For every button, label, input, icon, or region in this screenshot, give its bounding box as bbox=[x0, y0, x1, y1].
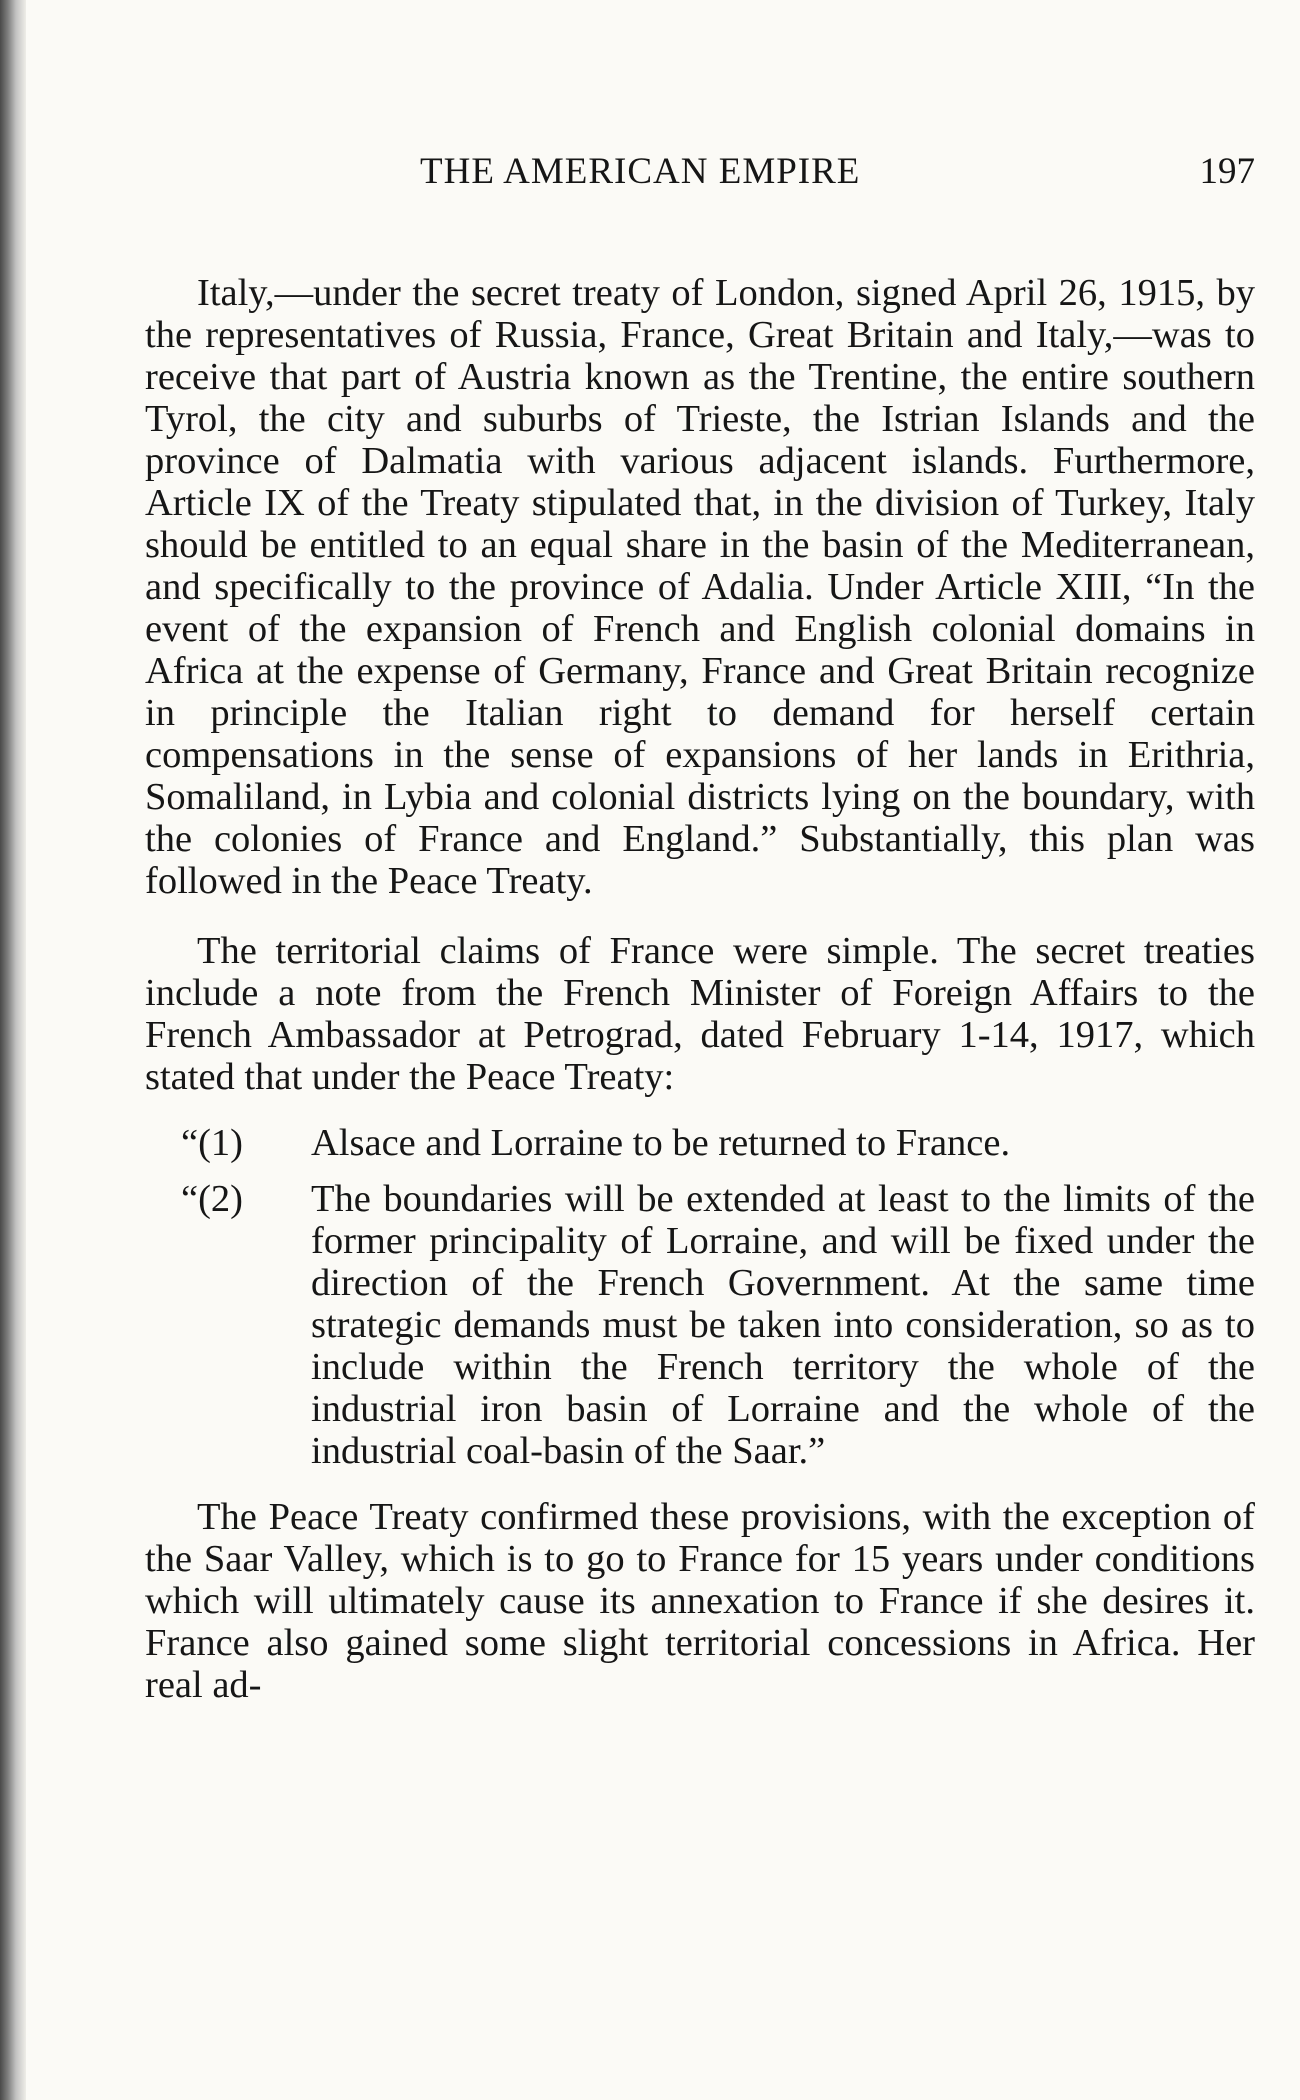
page-body bbox=[145, 272, 1255, 1706]
paragraph-france-claims: The territorial claims of France were simple. The secret treaties include a note from the French Minister of Foreign Affairs to the French Ambassador at Petrograd, dated February 1-14, 1917, which stated that under the Peace Treaty: bbox=[145, 930, 1255, 1098]
quoted-provisions-list bbox=[145, 1122, 1255, 1472]
provision-text: Alsace and Lorraine to be returned to France. bbox=[311, 1122, 1011, 1164]
page-header bbox=[145, 150, 1255, 200]
quoted-provision-1 bbox=[145, 1122, 1255, 1164]
provision-text: The boundaries will be extended at least to the limits of the former principality of Lorraine, and will be fixed under the direction of the French Government. At the same time strategic demands must be taken into consideration, so as to include within the French territory the whole of the industrial iron basin of Lorraine and the whole of the industrial coal-basin of the Saar.” bbox=[311, 1178, 1255, 1472]
provision-marker: “(1) bbox=[181, 1122, 243, 1164]
page-number: 197 bbox=[1199, 151, 1255, 192]
paragraph-italy: Italy,—under the secret treaty of London, signed April 26, 1915, by the representatives of Russia, France, Great Britain and Italy,—was to receive that part of Austria known as the Trentine, the entire southern Tyrol, the city and suburbs of Trieste, the Istrian Islands and the province of Dalmatia with various adjacent islands. Furthermore, Article IX of the Treaty stipulated that, in the division of Turkey, Italy should be entitled to an equal share in the basin of the Mediterranean, and specifically to the province of Adalia. Under Article XIII, “In the event of the expansion of French and English colonial domains in Africa at the expense of Germany, France and Great Britain recognize in principle the Italian right to demand for herself certain compensations in the sense of expansions of her lands in Erithria, Somaliland, in Lybia and colonial districts lying on the boundary, with the colonies of France and England.” Substantially, this plan was followed in the Peace Treaty. bbox=[145, 272, 1255, 902]
quoted-provision-2 bbox=[145, 1178, 1255, 1472]
provision-marker: “(2) bbox=[181, 1178, 243, 1220]
paragraph-peace-treaty: The Peace Treaty confirmed these provisions, with the exception of the Saar Valley, which is to go to France for 15 years under conditions which will ultimately cause its annexation to France if she desires it. France also gained some slight territorial concessions in Africa. Her real ad- bbox=[145, 1496, 1255, 1706]
page-binding-edge bbox=[0, 0, 26, 2100]
running-title: THE AMERICAN EMPIRE bbox=[420, 151, 861, 192]
